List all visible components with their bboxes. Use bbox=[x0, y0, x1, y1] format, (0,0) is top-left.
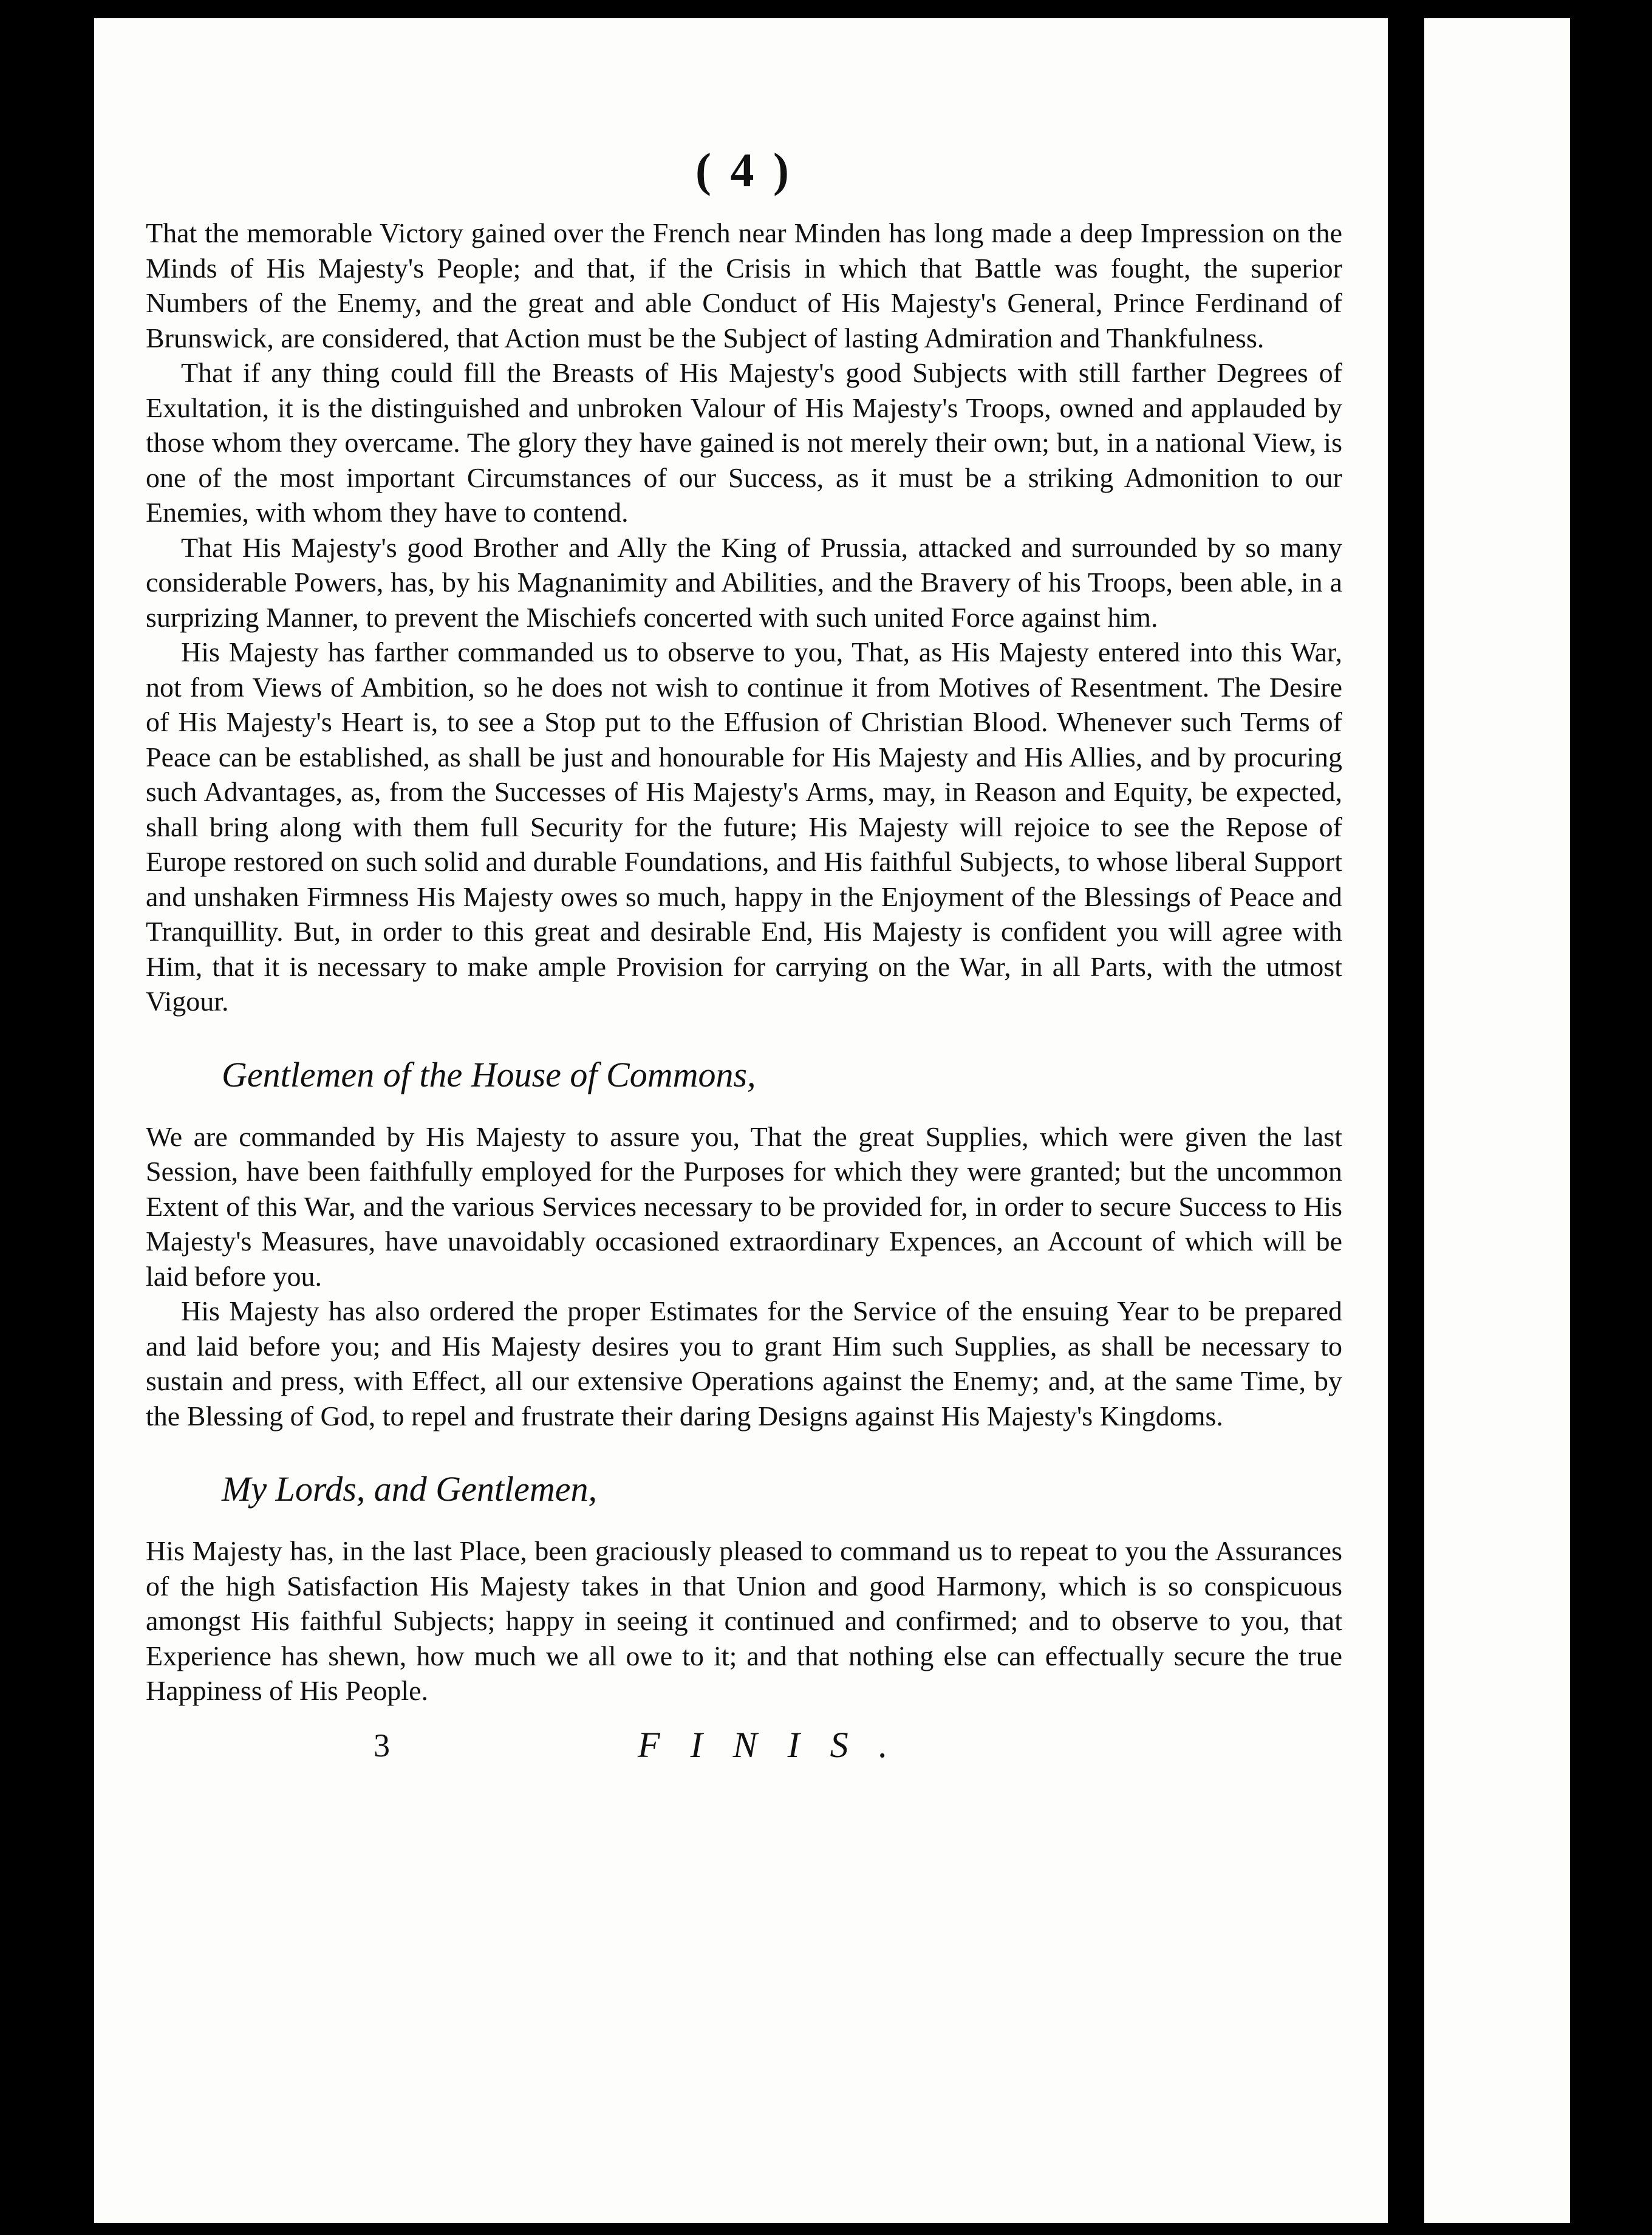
paragraph-minden-victory: That the memorable Victory gained over the French near Minden has long made a deep Impression on the Minds of His Majesty's People; and that, if the Crisis in which that Battle was fought, the superior Numbers of the Enemy, and the great and able Conduct of His Majesty's General, Prince Ferdinand of Brunswick, are considered, that Action must be the Subject of lasting Admiration and Thankfulness. bbox=[146, 217, 1342, 353]
finis-text: FINIS. bbox=[638, 1724, 918, 1765]
page-text bbox=[146, 143, 1342, 1769]
paragraph-estimates: His Majesty has also ordered the proper Estimates for the Service of the ensuing Year to be prepared and laid before you; and His Majesty desires you to grant Him such Supplies, as shall be necessary to sustain and press, with Effect, all our extensive Operations against the Enemy; and, at the same Time, by the Blessing of God, to repel and frustrate their daring Designs against His Majesty's Kingdoms. bbox=[146, 1295, 1342, 1431]
paragraph-union-and-harmony: His Majesty has, in the last Place, been graciously pleased to command us to repeat to you the Assurances of the high Satisfaction His Majesty takes in that Union and good Harmony, which is so conspicuous amongst His faithful Subjects; happy in seeing it continued and confirmed; and to observe to you, that Experience has shewn, how much we all owe to it; and that nothing else can effectually secure the true Happiness of His People. bbox=[146, 1535, 1342, 1706]
page-number: ( 4 ) bbox=[695, 143, 793, 196]
paragraph-valour-of-troops: That if any thing could fill the Breasts of His Majesty's good Subjects with still farther Degrees of Exultation, it is the distinguished and unbroken Valour of His Majesty's Troops, owned and applauded by those whom they overcame. The glory they have gained is not merely their own; but, in a national View, is one of the most important Circumstances of our Success, as it must be a striking Admonition to our Enemies, with whom they have to contend. bbox=[146, 357, 1342, 528]
paragraph-supplies: We are commanded by His Majesty to assure you, That the great Supplies, which were given the last Session, have been faithfully employed for the Purposes for which they were granted; but the uncommon Extent of this War, and the various Services necessary to be provided for, in order to secure Success to His Majesty's Measures, have unavoidably occasioned extraordinary Expences, an Account of which will be laid before you. bbox=[146, 1121, 1342, 1292]
paragraph-king-of-prussia: That His Majesty's good Brother and Ally the King of Prussia, attacked and surrounded by so many considerable Powers, has, by his Magnanimity and Abilities, and the Bravery of his Troops, been able, in a surprizing Manner, to prevent the Mischiefs concerted with such united Force against him. bbox=[146, 531, 1342, 633]
heading-lords-and-gentlemen: My Lords, and Gentlemen, bbox=[222, 1469, 598, 1509]
page-footer bbox=[146, 1724, 1342, 1769]
paragraph-terms-of-peace: His Majesty has farther commanded us to observe to you, That, as His Majesty entered into this War, not from Views of Ambition, so he does not wish to continue it from Motives of Resentment. The Desire of His Majesty's Heart is, to see a Stop put to the Effusion of Christian Blood. Whenever such Terms of Peace can be established, as shall be just and honourable for His Majesty and His Allies, and by procuring such Advantages, as, from the Successes of His Majesty's Arms, may, in Reason and Equity, be expected, shall bring along with them full Security for the future; His Majesty will rejoice to see the Repose of Europe restored on such solid and durable Foundations, and His faithful Subjects, to whose liberal Support and unshaken Firmness His Majesty owes so much, happy in the Enjoyment of the Blessings of Peace and Tranquillity. But, in order to this great and desirable End, His Majesty is confident you will agree with Him, that it is necessary to make ample Provision for carrying on the War, in all Parts, with the utmost Vigour. bbox=[146, 636, 1342, 1017]
heading-house-of-commons: Gentlemen of the House of Commons, bbox=[222, 1054, 756, 1094]
signature-mark: 3 bbox=[374, 1727, 390, 1764]
facing-page-edge bbox=[1424, 18, 1570, 2223]
